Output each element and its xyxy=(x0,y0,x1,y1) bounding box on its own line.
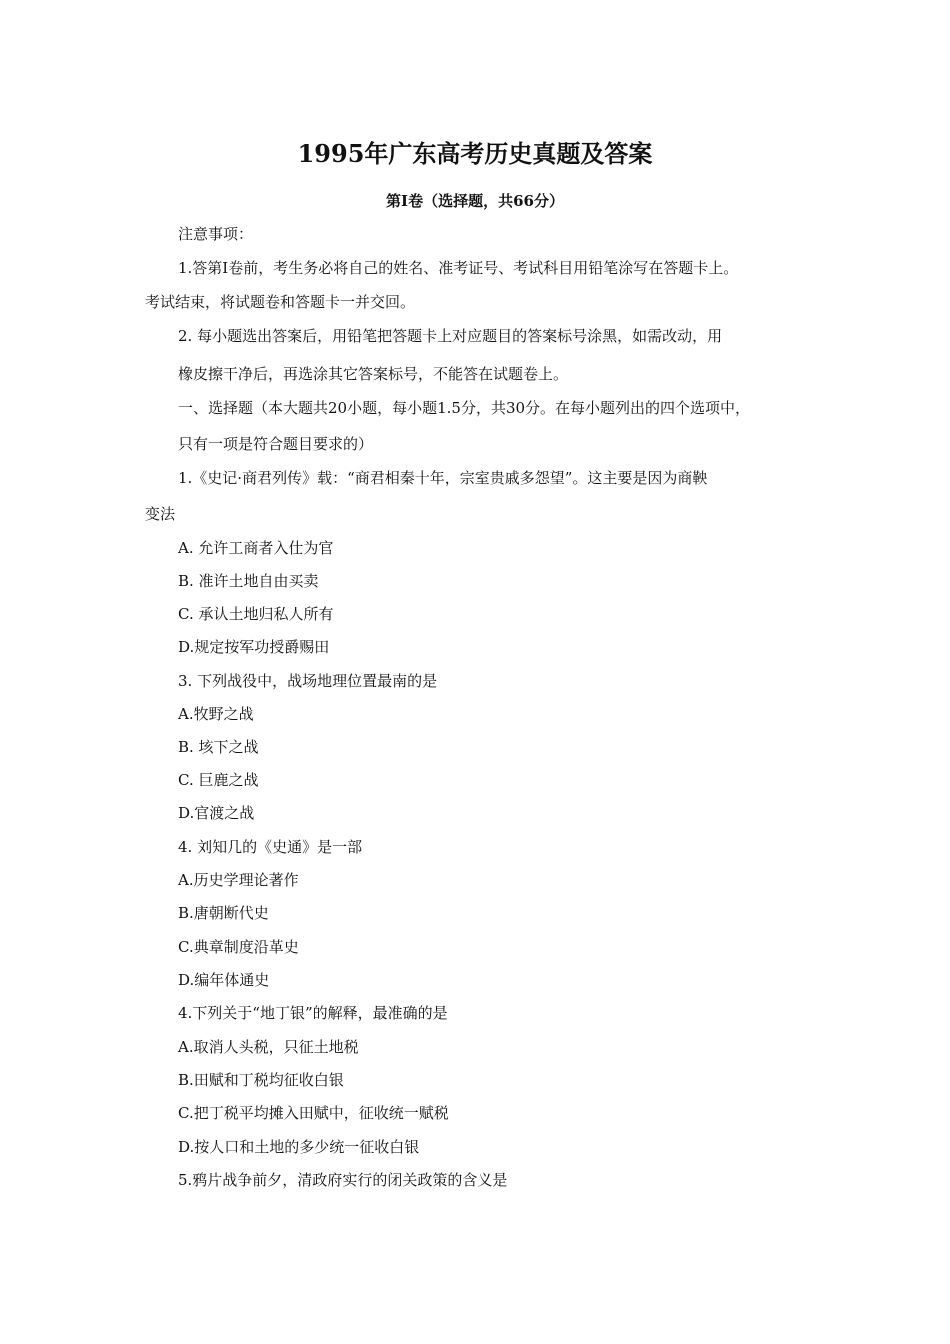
q4-option-a: A.历史学理论著作 xyxy=(178,871,299,889)
q1-option-c: C. 承认土地归私人所有 xyxy=(178,605,334,623)
q4b-option-a: A.取消人头税，只征土地税 xyxy=(178,1038,359,1056)
q1-option-b: B. 准许土地自由买卖 xyxy=(178,572,319,590)
page-title: 1995年广东高考历史真题及答案 xyxy=(297,139,653,168)
q4-option-d: D.编年体通史 xyxy=(178,971,270,989)
notice-item-2: 2. 每小题选出答案后，用铅笔把答题卡上对应题目的答案标号涂黑，如需改动，用 xyxy=(178,327,723,345)
question-1-cont: 变法 xyxy=(145,505,176,523)
q1-option-d: D.规定按军功授爵赐田 xyxy=(178,638,330,656)
notice-item-1: 1.答第Ⅰ卷前，考生务必将自己的姓名、准考证号、考试科目用铅笔涂写在答题卡上。 xyxy=(178,259,739,277)
q4b-option-d: D.按人口和土地的多少统一征收白银 xyxy=(178,1138,420,1156)
q4b-option-c: C.把丁税平均摊入田赋中，征收统一赋税 xyxy=(178,1104,449,1122)
section-instructions-cont: 只有一项是符合题目要求的） xyxy=(178,435,374,453)
question-1: 1.《史记·商君列传》载：“商君相秦十年，宗室贵戚多怨望”。这主要是因为商鞅 xyxy=(178,469,708,487)
section-instructions: 一、选择题（本大题共20小题，每小题1.5分，共30分。在每小题列出的四个选项中， xyxy=(178,399,751,417)
question-4: 4. 刘知几的《史通》是一部 xyxy=(178,838,363,856)
notice-item-1-cont: 考试结束，将试题卷和答题卡一并交回。 xyxy=(145,293,416,311)
section-heading: 第Ⅰ卷（选择题，共66分） xyxy=(386,192,564,210)
q3-option-c: C. 巨鹿之战 xyxy=(178,771,259,789)
question-4b: 4.下列关于“地丁银”的解释，最准确的是 xyxy=(178,1004,448,1022)
question-5: 5.鸦片战争前夕，清政府实行的闭关政策的含义是 xyxy=(178,1171,508,1189)
q3-option-d: D.官渡之战 xyxy=(178,804,255,822)
q4b-option-b: B.田赋和丁税均征收白银 xyxy=(178,1071,344,1089)
question-3: 3. 下列战役中，战场地理位置最南的是 xyxy=(178,672,438,690)
notice-heading: 注意事项： xyxy=(178,225,254,243)
q3-option-a: A.牧野之战 xyxy=(178,705,254,723)
notice-item-2-cont: 橡皮擦干净后，再选涂其它答案标号，不能答在试题卷上。 xyxy=(178,365,569,383)
q4-option-c: C.典章制度沿革史 xyxy=(178,938,299,956)
q1-option-a: A. 允许工商者入仕为官 xyxy=(178,539,334,557)
q4-option-b: B.唐朝断代史 xyxy=(178,904,269,922)
q3-option-b: B. 垓下之战 xyxy=(178,738,259,756)
